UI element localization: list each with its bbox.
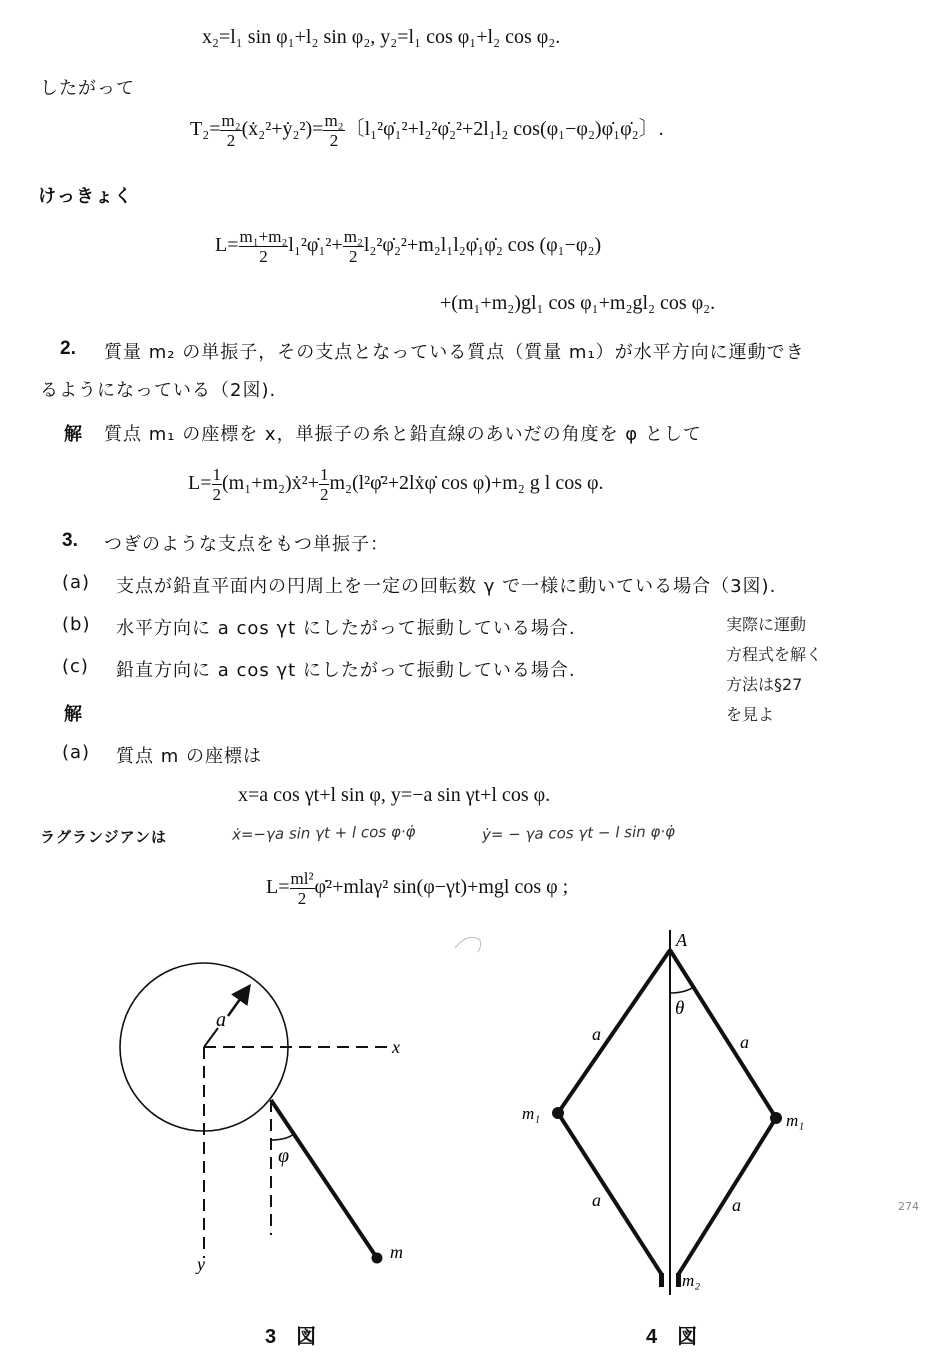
t2-rest: 〔l₁²φ̇₁²+l₂²φ̇₂²+2l₁l₂ cos(φ₁−φ₂)φ̇₁φ̇₂〕. [344,118,664,141]
figure-3-diagram [100,940,440,1280]
t2-frac-num: m₂ [221,111,241,130]
mass-m1-left [552,1107,564,1119]
pendulum-string [271,1100,377,1258]
label-a: a [216,1009,226,1031]
rod-lower-left [558,1113,662,1275]
label-x: x [392,1037,400,1057]
L1-fraction-2 [343,228,364,265]
rod-lower-right [678,1118,776,1275]
equation-lagrangian-problem-3a [266,870,568,907]
margin-note-line-1: 実際に運動 [726,615,807,634]
margin-page-mark: 274 [898,1200,919,1213]
label-a-upper-right: a [740,1032,749,1052]
L2-frac1-num: 1 [212,465,221,484]
problem-3c-label: (c) [62,656,89,677]
label-m1-right: m₁ [786,1111,805,1130]
label-m: m [390,1242,403,1262]
L3-lhs: L= [266,876,290,899]
label-a-upper-left: a [592,1024,601,1044]
equation-lagrangian-double-pendulum-line2: +(m₁+m₂)gl₁ cos φ₁+m₂gl₂ cos φ₂. [440,292,716,314]
solution-2-text: 質点 m₁ の座標を x，単振子の糸と鉛直線のあいだの角度を φ として [104,424,702,445]
text-lagrangian-is: ラグランジアンは [40,828,168,846]
L3-frac-num: ml² [290,869,314,888]
label-y: y [197,1254,205,1274]
t2-frac2-den: 2 [329,131,339,150]
problem-3-number: 3. [62,530,78,551]
mass-m-bob [372,1253,383,1264]
m2-slider-right [676,1273,681,1287]
radius-arrow [228,988,248,1016]
problem-2-number: 2. [60,338,76,359]
t2-lhs: T₂= [190,118,221,141]
t2-fraction-2 [323,112,344,149]
solution-3-label: 解 [64,704,83,725]
figure-3-caption: 3 図 [265,1326,317,1348]
equation-lagrangian-problem-2 [188,466,604,503]
L3-fraction [290,870,315,907]
solution-3a-text: 質点 m の座標は [116,746,262,767]
problem-3a-text: 支点が鉛直平面内の円周上を一定の回転数 γ で一様に動いている場合（3図). [116,576,777,597]
rod-upper-left [558,950,670,1113]
L3-rest: φ̇²+mlaγ² sin(φ−γt)+mgl cos φ ; [314,876,569,899]
stray-pencil-mark [450,930,490,960]
L1-frac2-den: 2 [349,247,358,266]
mass-m1-right [770,1112,782,1124]
margin-note-line-2: 方程式を解く [726,645,823,664]
L2-fraction-2 [319,466,330,503]
L2-frac2-den: 2 [319,485,329,504]
L2-part2: m₂(l²φ̇²+2lẋφ̇ cos φ)+m₂ g l cos φ. [329,472,604,495]
problem-3c-text: 鉛直方向に a cos γt にしたがって振動している場合. [116,660,576,681]
problem-3b-label: (b) [62,614,91,635]
L2-frac1-den: 2 [212,485,221,504]
solution-2-label: 解 [64,424,83,445]
m2-slider-left [659,1273,664,1287]
handwritten-xdot: ẋ=−γa sin γt + l cos φ·φ̇ [231,822,416,844]
label-m1-left: m₁ [522,1104,541,1123]
L1-fraction-1 [239,228,289,265]
label-a-lower-left: a [592,1190,601,1210]
L1-frac2-num: m₂ [343,227,363,246]
problem-3a-label: (a) [62,572,91,593]
equation-coords-problem-3a: x=a cos γt+l sin φ, y=−a sin γt+l cos φ. [238,784,551,806]
angle-phi-arc [271,1134,294,1140]
figure-4-diagram [510,930,840,1300]
L1-part2: l₂²φ̇₂²+m₂l₁l₂φ̇₁φ̇₂ cos (φ₁−φ₂) [363,234,602,257]
margin-note-line-4: を見よ [726,705,775,724]
t2-frac-den: 2 [226,131,236,150]
L2-lhs: L= [188,472,212,495]
rod-upper-right [670,950,776,1118]
figure-4-caption: 4 図 [646,1326,698,1348]
handwritten-margin-note [726,610,822,730]
problem-2-text-line1: 質量 m₂ の単振子，その支点となっている質点（質量 m₁）が水平方向に運動でき [104,342,805,363]
L2-frac2-num: 1 [319,465,329,484]
t2-frac2-num: m₂ [324,111,344,130]
L1-frac1-den: 2 [259,247,268,266]
L1-frac1-num: m₁+m₂ [239,227,288,246]
label-m2: m₂ [682,1271,701,1290]
L2-fraction-1 [212,466,223,503]
L1-lhs: L= [215,234,239,257]
t2-fraction [220,112,241,149]
label-phi: φ [278,1145,290,1167]
text-finally: けっきょく [38,186,133,207]
label-a-lower-right: a [732,1195,741,1215]
solution-3a-label: (a) [62,742,91,763]
t2-mid: (ẋ₂²+ẏ₂²)= [241,118,324,141]
problem-3-text: つぎのような支点をもつ単振子： [104,534,389,555]
L3-frac-den: 2 [297,889,307,908]
L1-part1: l₁²φ̇₁²+ [288,234,343,257]
equation-coords-x2-y2: x₂=l₁ sin φ₁+l₂ sin φ₂, y₂=l₁ cos φ₁+l₂ cos φ₂. [202,26,561,48]
label-theta: θ [675,998,685,1019]
handwritten-ydot: ẏ= − γa cos γt − l sin φ·φ̇ [481,822,676,844]
text-therefore: したがって [40,78,135,99]
equation-kinetic-energy-t2 [190,112,664,149]
margin-note-line-3: 方法は§27 [726,675,803,694]
equation-lagrangian-double-pendulum [215,228,601,265]
L2-part1: (m₁+m₂)ẋ²+ [222,472,319,495]
problem-3b-text: 水平方向に a cos γt にしたがって振動している場合. [116,618,576,639]
problem-2-text-line2: るようになっている（2図). [40,380,277,401]
label-A: A [676,930,687,950]
